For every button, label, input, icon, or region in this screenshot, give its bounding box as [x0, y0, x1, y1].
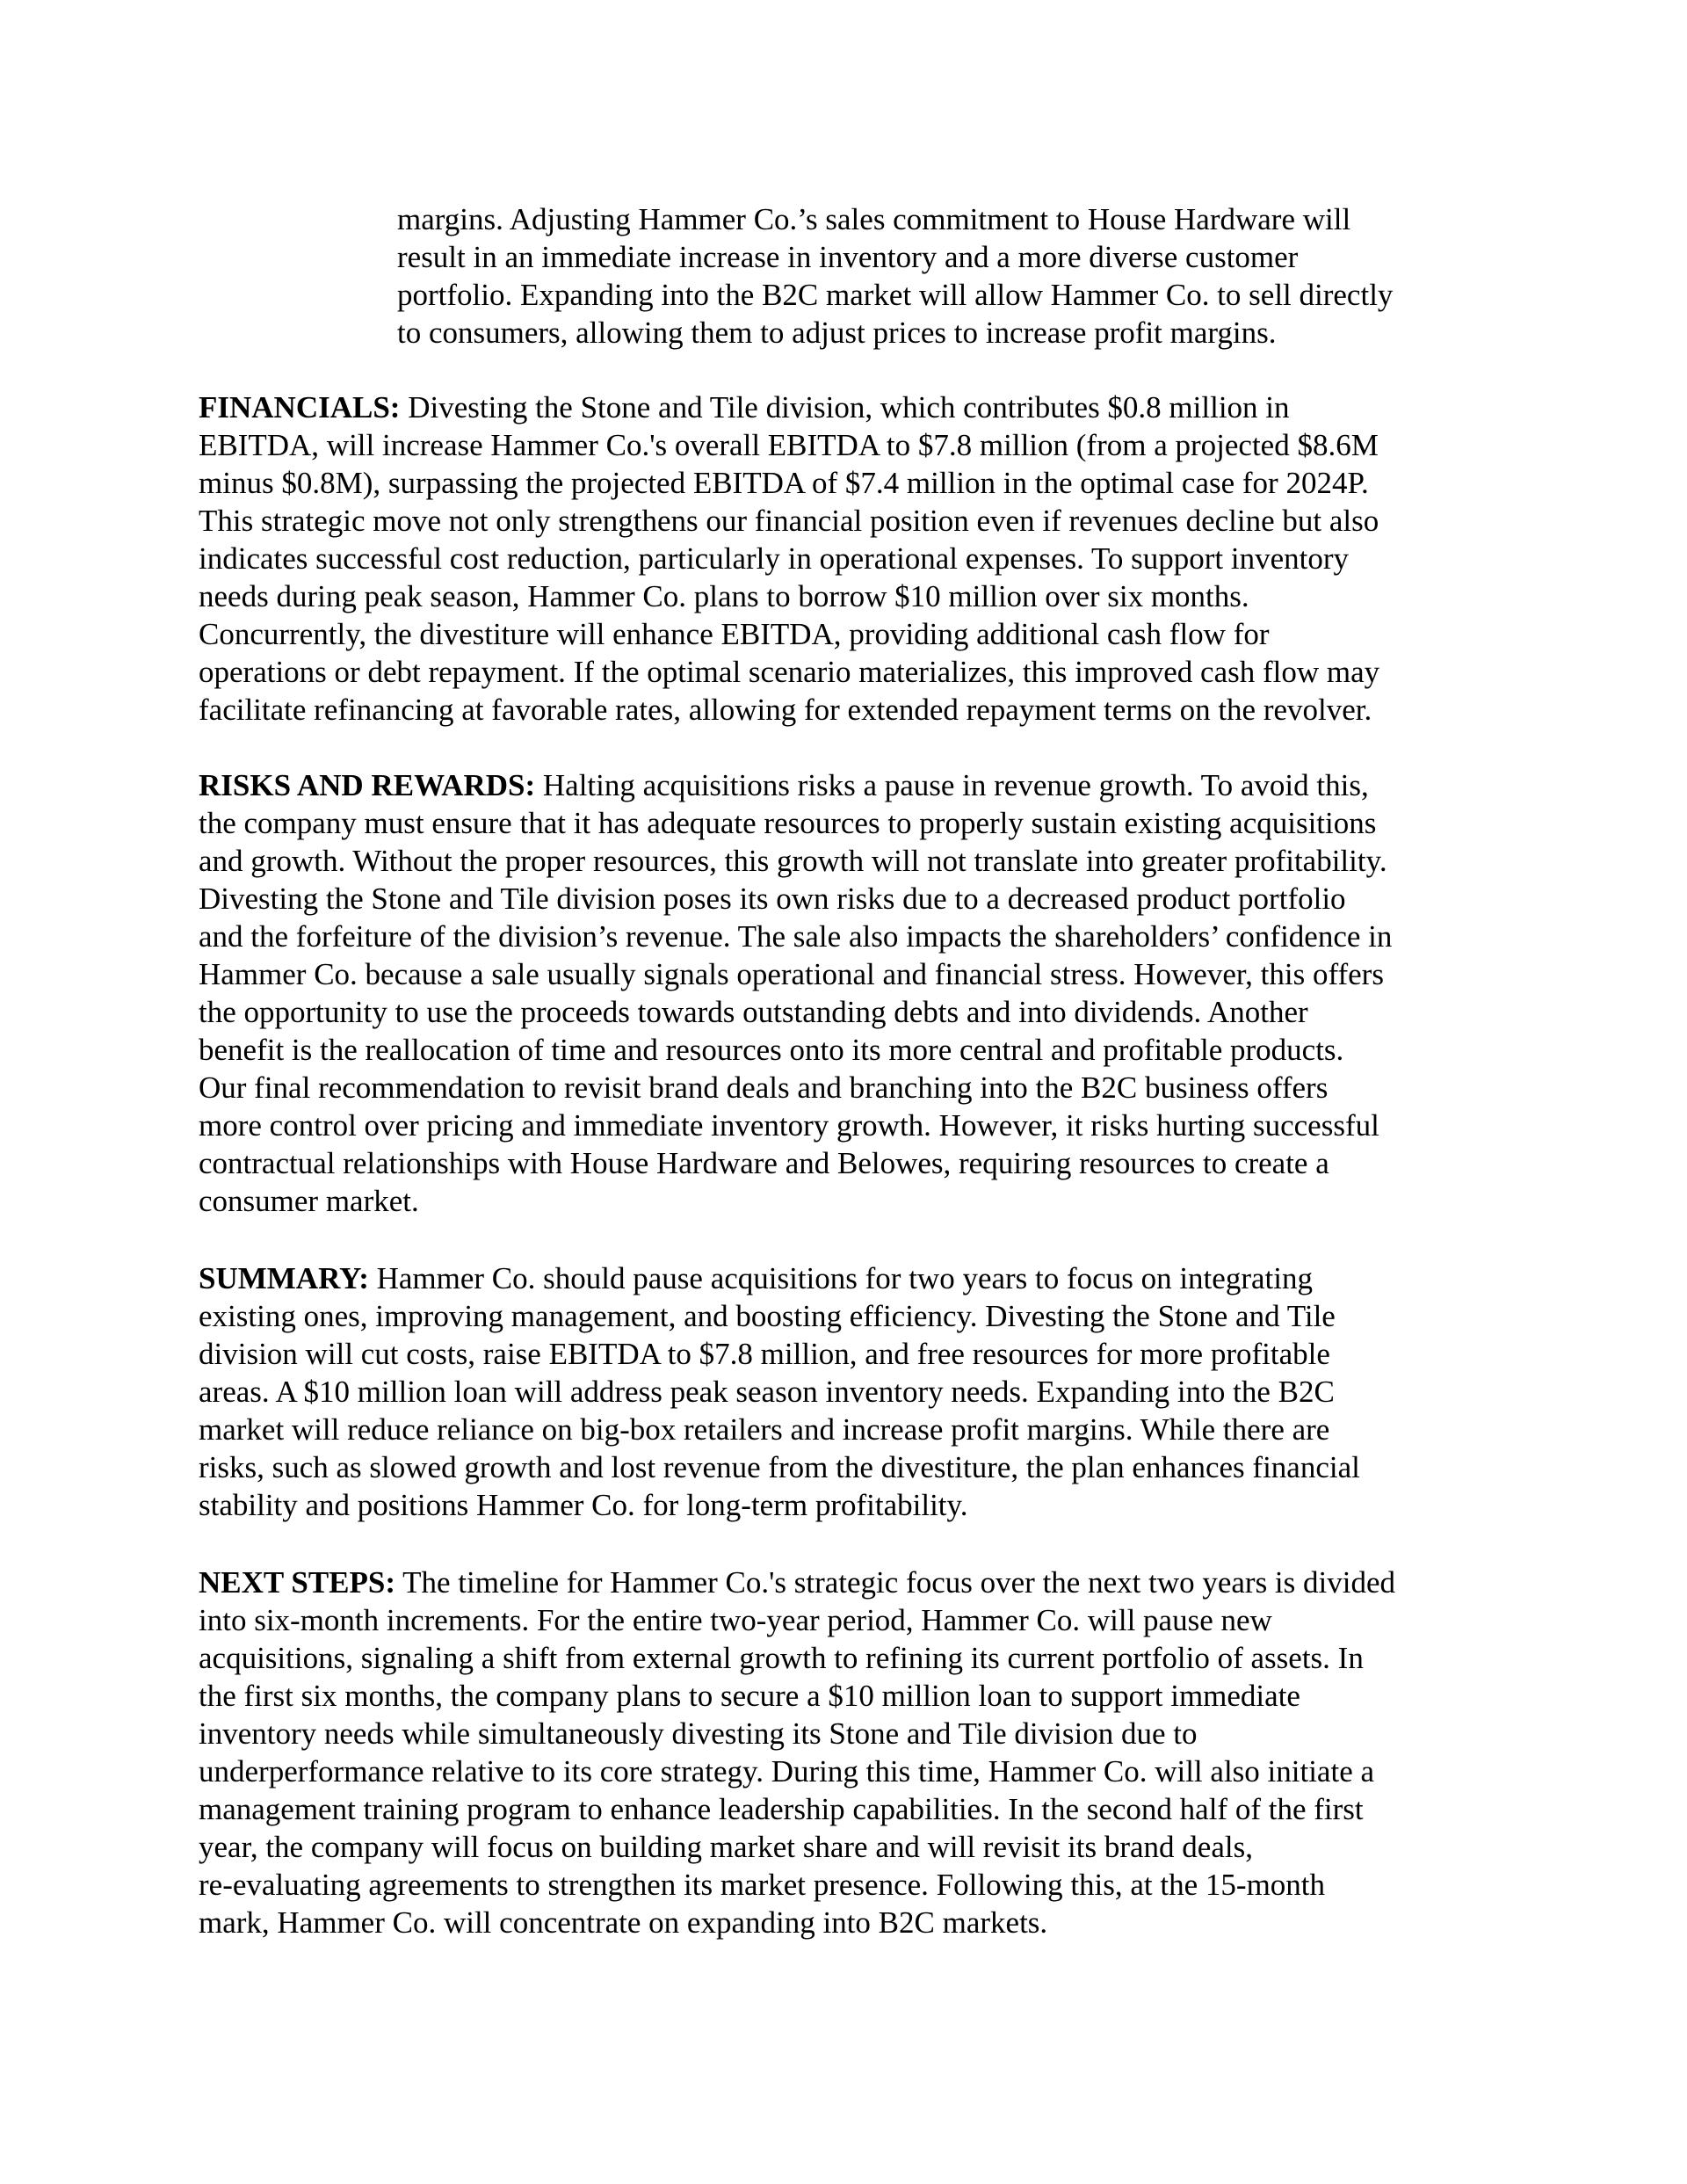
intro-paragraph [397, 200, 1500, 352]
risks-line: Hammer Co. because a sale usually signals operational and financial stress. However, this offers [199, 957, 1384, 991]
summary-line: risks, such as slowed growth and lost revenue from the divestiture, the plan enhances financial [199, 1450, 1360, 1484]
summary-label: SUMMARY: [199, 1261, 369, 1295]
next-steps-line: re-evaluating agreements to strengthen its market presence. Following this, at the 15-month [199, 1868, 1326, 1902]
financials-label: FINANCIALS: [199, 390, 401, 424]
next-steps-line: the first six months, the company plans to secure a $10 million loan to support immediate [199, 1679, 1300, 1713]
financials-line: facilitate refinancing at favorable rates, allowing for extended repayment terms on the revolver. [199, 693, 1372, 727]
summary-line: existing ones, improving management, and boosting efficiency. Divesting the Stone and Tile [199, 1299, 1336, 1333]
risks-first-text: Halting acquisitions risks a pause in revenue growth. To avoid this, [535, 768, 1369, 802]
risks-line: and growth. Without the proper resources, this growth will not translate into greater profitability. [199, 844, 1387, 878]
risks-line: more control over pricing and immediate inventory growth. However, it risks hurting successful [199, 1108, 1379, 1143]
intro-line: to consumers, allowing them to adjust prices to increase profit margins. [397, 316, 1277, 350]
summary-line: market will reduce reliance on big-box retailers and increase profit margins. While there are [199, 1412, 1330, 1447]
next-steps-line: inventory needs while simultaneously divesting its Stone and Tile division due to [199, 1716, 1198, 1751]
summary-first-line [199, 1259, 1508, 1297]
financials-line: EBITDA, will increase Hammer Co.'s overall EBITDA to $7.8 million (from a projected $8.6M [199, 428, 1379, 462]
risks-line: Divesting the Stone and Tile division poses its own risks due to a decreased product portfolio [199, 882, 1346, 916]
intro-line: portfolio. Expanding into the B2C market will allow Hammer Co. to sell directly [397, 278, 1394, 312]
risks-line: the company must ensure that it has adequate resources to properly sustain existing acquisitions [199, 806, 1377, 840]
next-steps-line: into six-month increments. For the entire two-year period, Hammer Co. will pause new [199, 1603, 1272, 1637]
financials-line: Concurrently, the divestiture will enhance EBITDA, providing additional cash flow for [199, 617, 1270, 651]
next-steps-line: management training program to enhance leadership capabilities. In the second half of the first [199, 1792, 1364, 1826]
summary-line: stability and positions Hammer Co. for long-term profitability. [199, 1488, 968, 1522]
risks-line: consumer market. [199, 1184, 419, 1218]
financials-first-line [199, 388, 1508, 426]
risks-line: Our final recommendation to revisit brand deals and branching into the B2C business offers [199, 1070, 1329, 1105]
next-steps-first-text: The timeline for Hammer Co.'s strategic focus over the next two years is divided [395, 1565, 1396, 1600]
next-steps-paragraph [199, 1564, 1508, 1941]
next-steps-first-line [199, 1564, 1508, 1601]
risks-label: RISKS AND REWARDS: [199, 768, 536, 802]
intro-line: margins. Adjusting Hammer Co.’s sales commitment to House Hardware will [397, 202, 1351, 236]
risks-paragraph [199, 766, 1508, 1220]
financials-paragraph [199, 388, 1508, 729]
next-steps-label: NEXT STEPS: [199, 1565, 396, 1600]
summary-paragraph [199, 1259, 1508, 1524]
financials-line: needs during peak season, Hammer Co. plans to borrow $10 million over six months. [199, 579, 1249, 613]
financials-line: This strategic move not only strengthens our financial position even if revenues decline but also [199, 504, 1379, 538]
next-steps-line: mark, Hammer Co. will concentrate on expanding into B2C markets. [199, 1905, 1048, 1940]
intro-line: result in an immediate increase in inventory and a more diverse customer [397, 240, 1299, 274]
risks-line: the opportunity to use the proceeds towards outstanding debts and into dividends. Another [199, 995, 1308, 1029]
risks-line: contractual relationships with House Hardware and Belowes, requiring resources to create a [199, 1146, 1329, 1180]
next-steps-line: acquisitions, signaling a shift from external growth to refining its current portfolio of assets. In [199, 1641, 1364, 1675]
financials-line: indicates successful cost reduction, particularly in operational expenses. To support inventory [199, 541, 1350, 576]
next-steps-line: underperformance relative to its core strategy. During this time, Hammer Co. will also initiate a [199, 1754, 1375, 1789]
next-steps-line: year, the company will focus on building market share and will revisit its brand deals, [199, 1830, 1253, 1864]
summary-line: division will cut costs, raise EBITDA to $7.8 million, and free resources for more profitable [199, 1337, 1330, 1371]
summary-first-text: Hammer Co. should pause acquisitions for two years to focus on integrating [368, 1261, 1313, 1295]
summary-line: areas. A $10 million loan will address peak season inventory needs. Expanding into the B2C [199, 1375, 1335, 1409]
risks-line: and the forfeiture of the division’s revenue. The sale also impacts the shareholders’ confidence in [199, 919, 1393, 954]
risks-first-line [199, 766, 1508, 804]
financials-first-text: Divesting the Stone and Tile division, which contributes $0.8 million in [400, 390, 1290, 424]
financials-line: operations or debt repayment. If the optimal scenario materializes, this improved cash flow may [199, 655, 1380, 689]
financials-line: minus $0.8M), surpassing the projected EBITDA of $7.4 million in the optimal case for 2024P. [199, 466, 1369, 500]
risks-line: benefit is the reallocation of time and resources onto its more central and profitable products. [199, 1033, 1344, 1067]
